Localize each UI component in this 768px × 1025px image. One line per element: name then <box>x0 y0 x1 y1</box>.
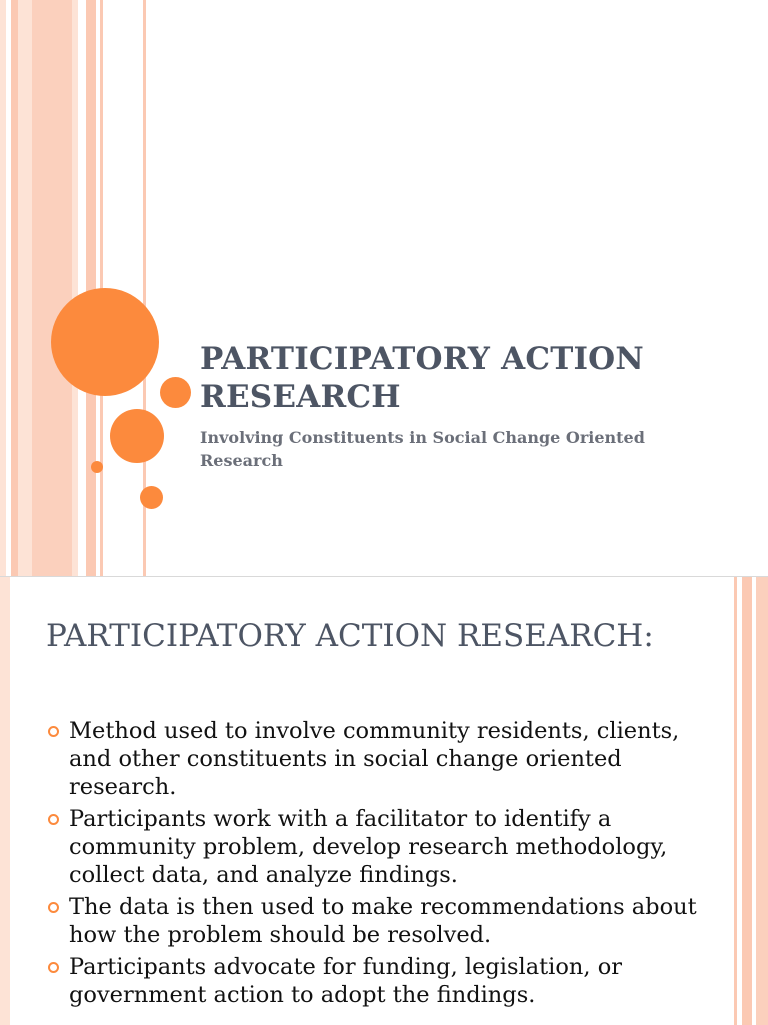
circle-bullet-icon <box>48 962 59 973</box>
decorative-stripe <box>18 0 32 576</box>
decorative-circle-dot <box>91 461 103 473</box>
bullet-item <box>46 717 706 801</box>
decorative-circle-large <box>51 288 159 396</box>
circle-bullet-icon <box>48 814 59 825</box>
bullet-item <box>46 805 706 889</box>
decorative-stripe <box>742 577 752 1025</box>
slide-title: PARTICIPATORY ACTION RESEARCH: <box>46 618 654 654</box>
circle-bullet-icon <box>48 902 59 913</box>
circle-bullet-icon <box>48 726 59 737</box>
bullet-text: Participants work with a facilitator to identify a community problem, develop research methodology, collect data, and analyze findings. <box>69 806 668 888</box>
slide-title: PARTICIPATORY ACTION RESEARCH <box>200 341 644 415</box>
content-slide <box>0 576 768 1025</box>
decorative-stripe <box>32 0 72 576</box>
decorative-circle-small <box>160 377 191 408</box>
decorative-stripe <box>0 577 10 1025</box>
decorative-stripe <box>78 0 86 576</box>
decorative-circle-medium <box>110 409 164 463</box>
bullet-item <box>46 953 706 1009</box>
bullet-text: The data is then used to make recommendations about how the problem should be resolved. <box>69 894 697 948</box>
bullet-list <box>46 717 706 1013</box>
decorative-stripe <box>756 577 768 1025</box>
bullet-item <box>46 893 706 949</box>
decorative-circle-small <box>140 486 163 509</box>
bullet-text: Participants advocate for funding, legislation, or government action to adopt the findings. <box>69 954 623 1008</box>
decorative-stripe <box>11 0 18 576</box>
slide-subtitle: Involving Constituents in Social Change Oriented Research <box>200 428 645 470</box>
bullet-text: Method used to involve community residents, clients, and other constituents in social change oriented research. <box>69 718 680 800</box>
